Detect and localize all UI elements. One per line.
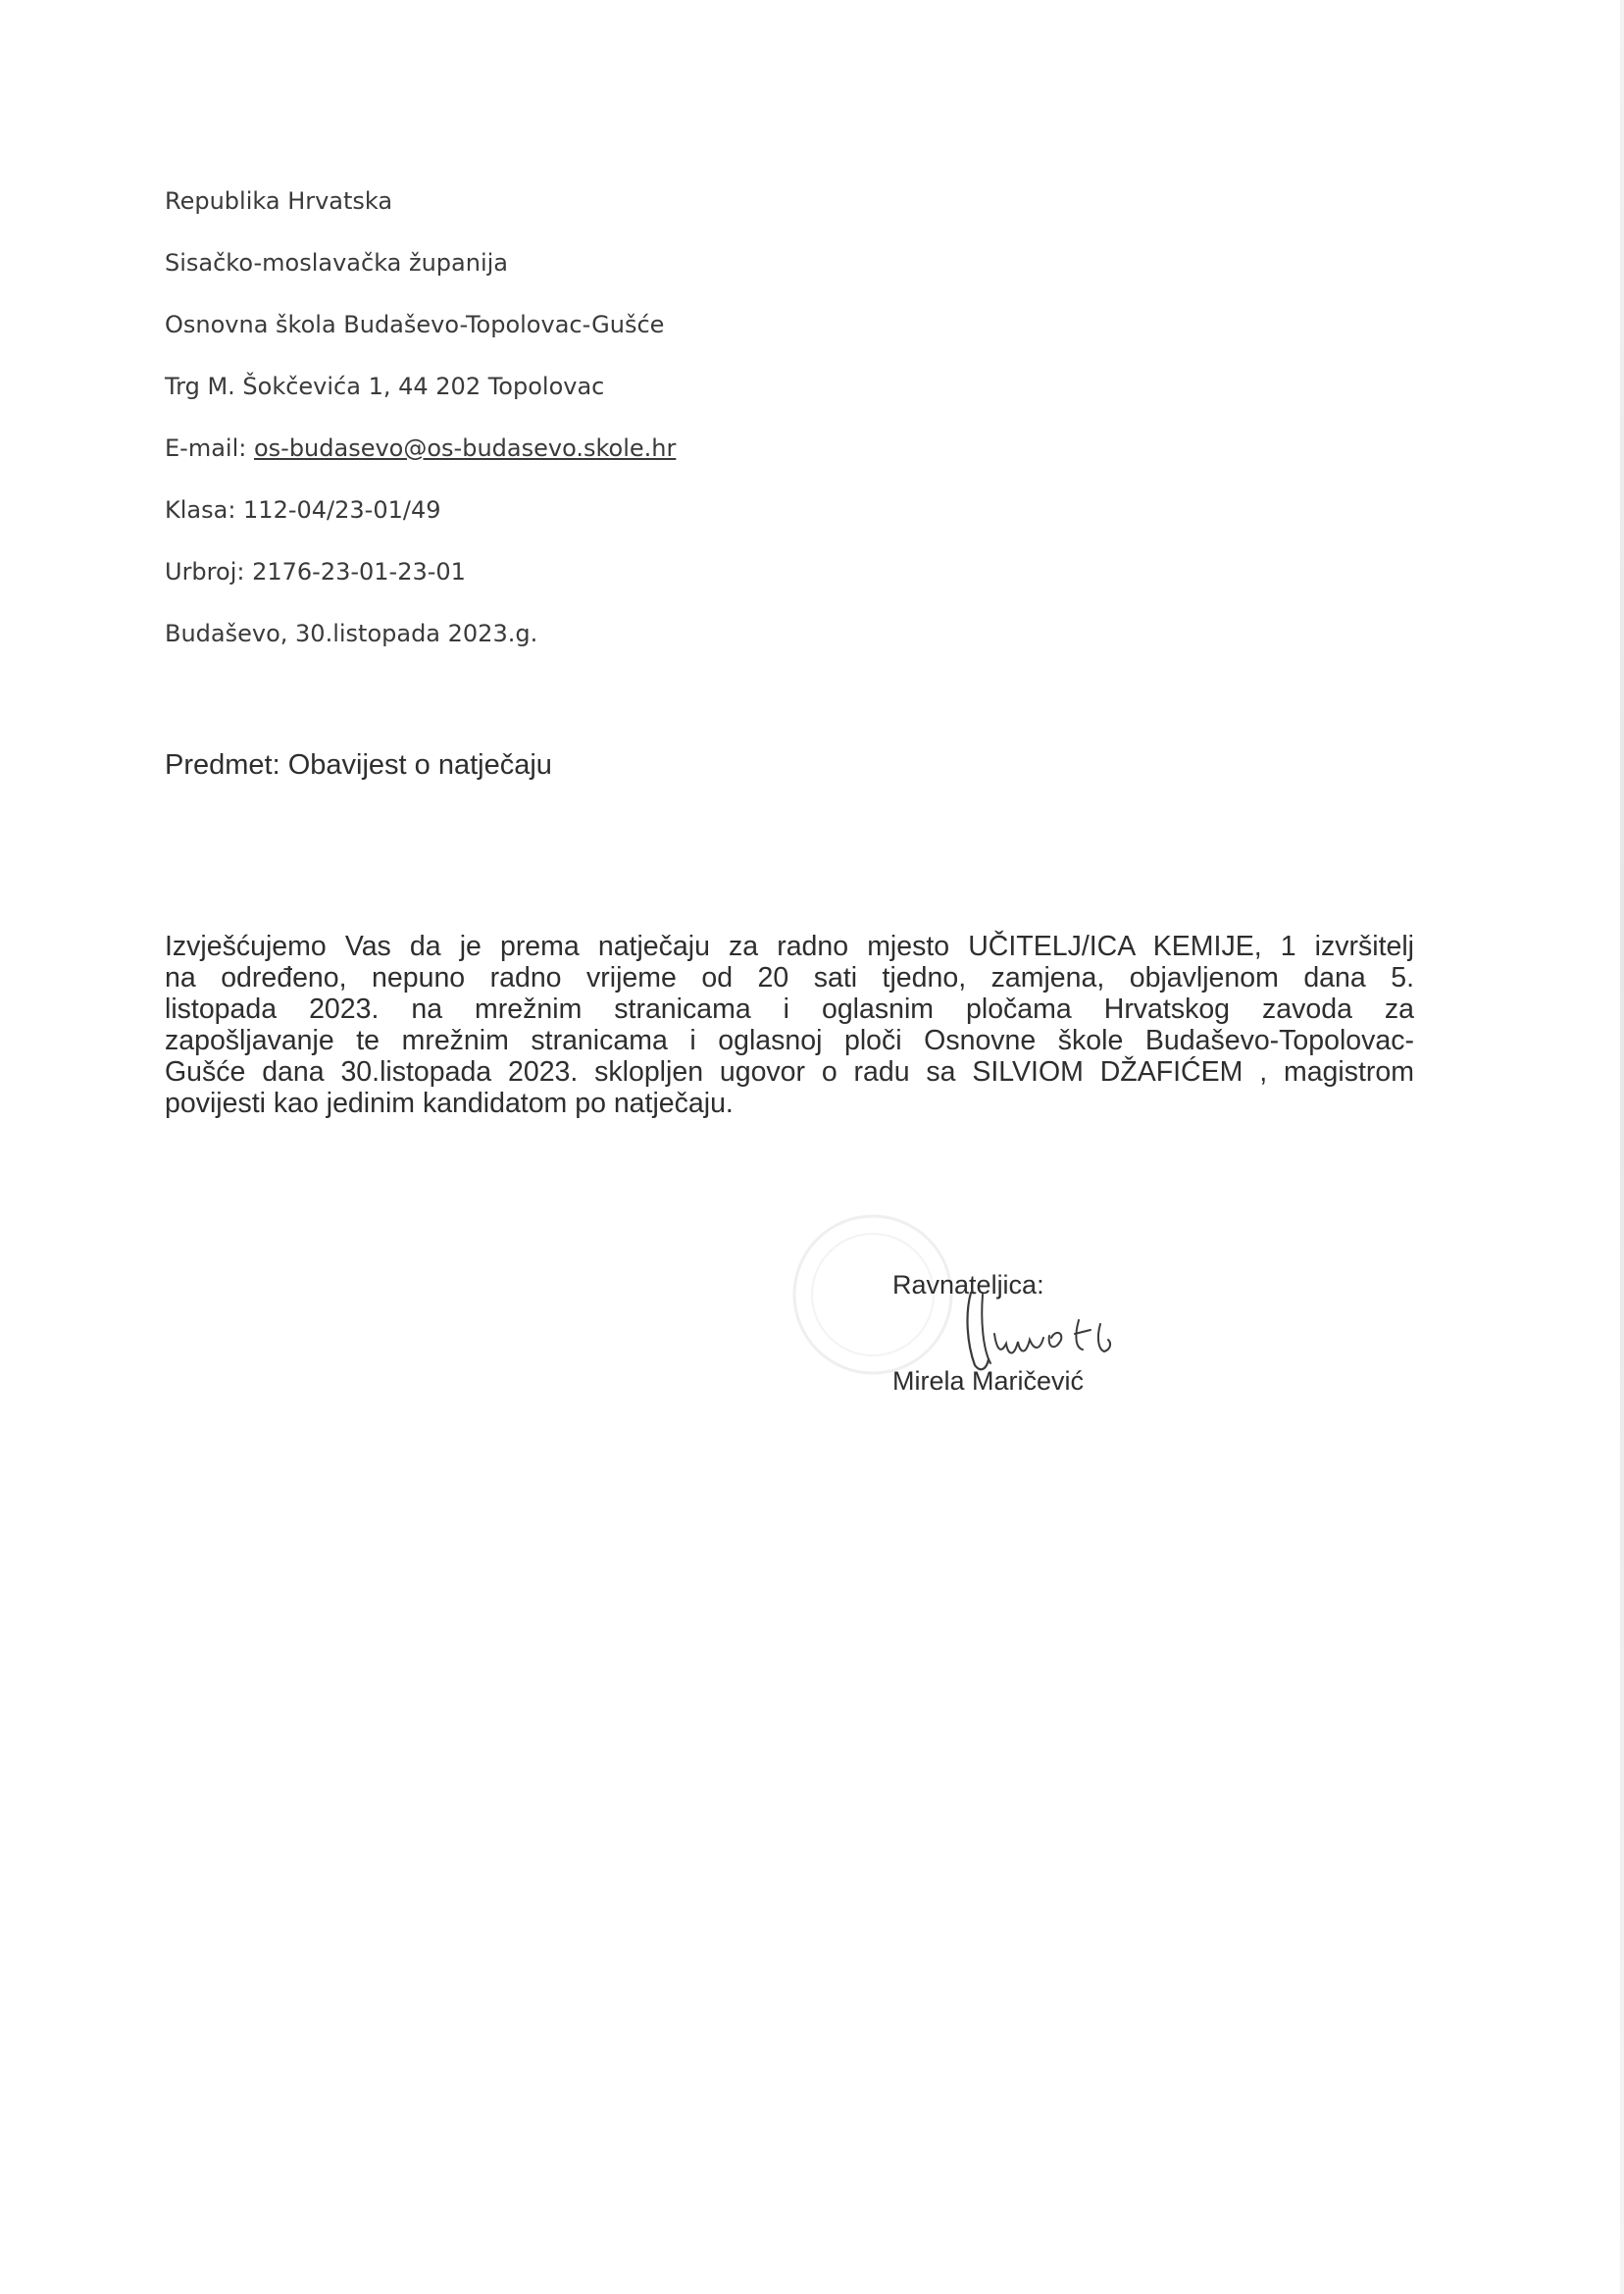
body-line: Izvješćujemo Vas da je prema natječaju za radno mjesto UČITELJ/ICA KEMIJE, 1 izvršitelj: [165, 931, 1414, 962]
signature-title: Ravnateljica:: [892, 1270, 1044, 1300]
body-line: povijesti kao jedinim kandidatom po natječaju.: [165, 1088, 734, 1119]
header-place-date: Budaševo, 30.listopada 2023.g.: [165, 620, 538, 647]
email-link[interactable]: os-budasevo@os-budasevo.skole.hr: [253, 434, 677, 462]
header-email-line: [165, 433, 676, 463]
body-paragraph: [165, 931, 1414, 1119]
signature-name: Mirela Maričević: [892, 1366, 1085, 1396]
body-line: Gušće dana 30.listopada 2023. sklopljen ugovor o radu sa SILVIOM DŽAFIĆEM , magistrom: [165, 1056, 1414, 1088]
body-line: zapošljavanje te mrežnim stranicama i oglasnoj ploči Osnovne škole Budaševo-Topolovac-: [165, 1025, 1414, 1056]
header-country: Republika Hrvatska: [165, 187, 393, 215]
body-line: na određeno, nepuno radno vrijeme od 20 sati tjedno, zamjena, objavljenom dana 5.: [165, 962, 1414, 994]
header-urbroj: Urbroj: 2176-23-01-23-01: [165, 558, 466, 586]
header-school: Osnovna škola Budaševo-Topolovac-Gušće: [165, 311, 665, 338]
subject-line: Predmet: Obavijest o natječaju: [165, 749, 552, 781]
body-line: listopada 2023. na mrežnim stranicama i oglasnim pločama Hrvatskog zavoda za: [165, 994, 1414, 1025]
header-county: Sisačko-moslavačka županija: [165, 249, 509, 277]
email-label: E-mail:: [165, 434, 254, 462]
header-address: Trg M. Šokčevića 1, 44 202 Topolovac: [165, 373, 605, 400]
scan-edge: [1620, 0, 1624, 2294]
header-klasa: Klasa: 112-04/23-01/49: [165, 496, 441, 524]
